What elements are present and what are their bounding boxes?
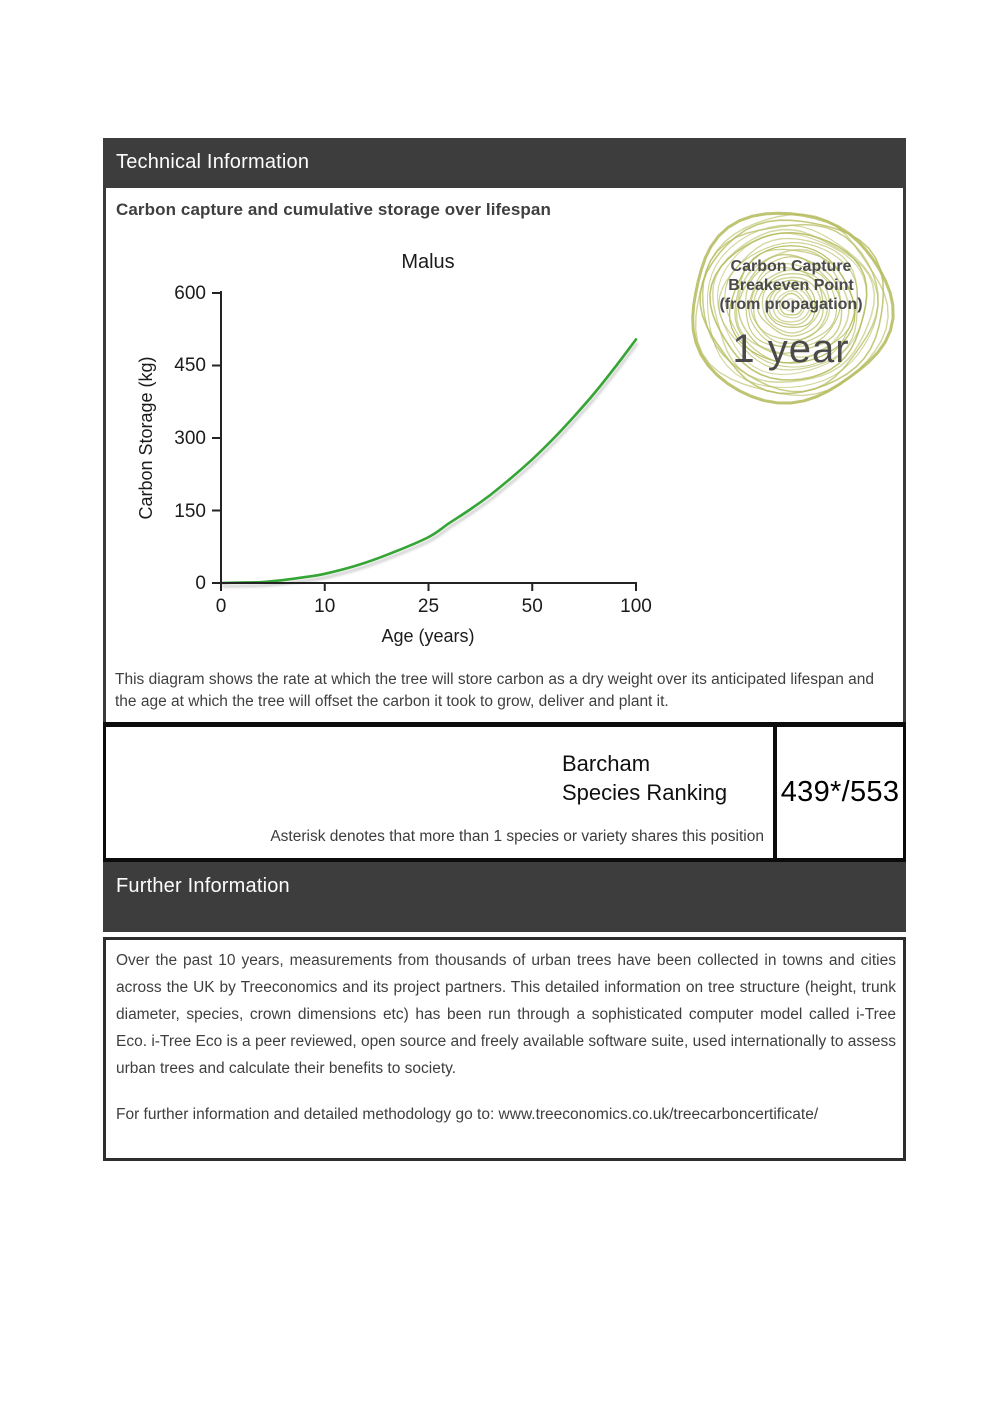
x-tick-label: 25 [417, 596, 440, 617]
further-info-header-bar [103, 862, 906, 932]
badge-breakeven-value: 1 year [732, 327, 850, 371]
species-ranking-section [103, 722, 906, 862]
carbon-curve-layer [221, 339, 638, 586]
chart-description: This diagram shows the rate at which the tree will store carbon as a dry weight over its anticipated lifespan and the age at which the tree will offset the carbon it took to grow, deliver and plant it. [115, 671, 875, 710]
y-tick-label: 600 [174, 283, 206, 304]
x-tick-label: 50 [521, 596, 543, 617]
further-link-line: For further information and detailed methodology go to: www.treeconomics.co.uk/treecarboncertificate/ [116, 1106, 819, 1123]
y-axis-label: Carbon Storage (kg) [136, 356, 156, 520]
chart-title: Malus [401, 251, 455, 273]
chart-panel [103, 188, 906, 722]
x-tick-label: 10 [314, 596, 336, 617]
ranking-label-line2: Species Ranking [562, 780, 728, 805]
x-axis-label: Age (years) [381, 626, 475, 646]
technical-info-title: Technical Information [116, 151, 310, 173]
y-tick-label: 150 [174, 501, 206, 522]
x-tick-label: 100 [620, 596, 652, 617]
further-info-title: Further Information [116, 875, 290, 897]
badge-caption-line1: Carbon Capture [730, 258, 852, 275]
further-info-panel [103, 937, 906, 1161]
ranking-value: 439*/553 [780, 776, 900, 808]
badge-caption-line3: (from propagation) [719, 296, 863, 313]
chart-axes [212, 291, 637, 591]
y-tick-label: 450 [174, 355, 206, 376]
y-tick-label: 300 [174, 428, 206, 449]
chart-panel-title: Carbon capture and cumulative storage over lifespan [116, 200, 551, 219]
badge-caption-line2: Breakeven Point [728, 277, 854, 294]
ranking-asterisk-note: Asterisk denotes that more than 1 species or variety shares this position [270, 828, 764, 845]
technical-info-header-bar [103, 138, 906, 188]
badge-caption [684, 257, 898, 314]
y-tick-label: 0 [195, 573, 206, 594]
ranking-label-cell [106, 727, 773, 858]
breakeven-badge [684, 202, 898, 408]
x-tick-label: 0 [215, 596, 227, 617]
ranking-value-cell [773, 727, 903, 858]
further-paragraph: Over the past 10 years, measurements from thousands of urban trees have been collected in towns and cities across the UK by Treeconomics and its project partners. This detailed information on tree structure (height, trunk diameter, species, crown dimensions etc) has been run through a sophisticated computer model called i-Tree Eco. i-Tree Eco is a peer reviewed, open source and freely available software suite, used internationally to assess urban trees and calculate their benefits to society. [116, 952, 897, 1077]
ranking-label [562, 749, 727, 807]
ranking-label-line1: Barcham [562, 751, 651, 776]
